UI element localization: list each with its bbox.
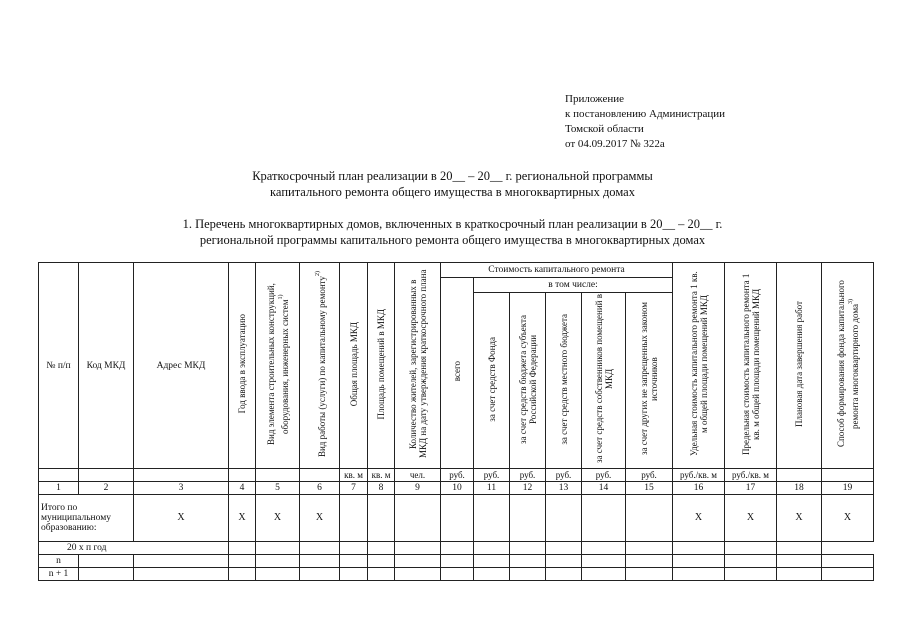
total-row [39,495,874,542]
empty-cell [777,542,822,555]
empty-cell [441,555,474,568]
unit-cell [256,469,300,482]
empty-cell [368,542,395,555]
empty-cell [79,555,134,568]
empty-cell [725,542,777,555]
unit-cell: кв. м [368,469,395,482]
empty-cell [229,542,256,555]
empty-cell [79,568,134,581]
section-title-line: 1. Перечень многоквартирных домов, включенных в краткосрочный план реализации в 20__ – 20__ г. [182,217,723,231]
unit-cell: руб./кв. м [673,469,725,482]
column-numbers-row [39,482,874,495]
empty-cell [582,542,626,555]
empty-cell [725,555,777,568]
unit-cell: руб. [441,469,474,482]
total-cell: X [822,495,874,542]
column-number: 2 [79,482,134,495]
total-cell: X [256,495,300,542]
empty-cell [395,542,441,555]
year-label: 20 х п год [39,542,229,555]
empty-cell [300,568,340,581]
total-cell: X [725,495,777,542]
column-number: 1 [39,482,79,495]
header-local: за счет средств местного бюджета [546,293,582,469]
empty-cell [673,568,725,581]
mkd-list-table [38,262,874,581]
header-rooms: Площадь помещений в МКД [368,263,395,469]
empty-cell [822,568,874,581]
section-title [0,216,905,248]
unit-cell: чел. [395,469,441,482]
column-number: 3 [134,482,229,495]
empty-cell [546,555,582,568]
empty-cell [229,568,256,581]
empty-cell [340,568,368,581]
header-year: Год ввода в эксплуатацию [229,263,256,469]
header-cost: Стоимость капитального ремонта [441,263,673,278]
total-cell [441,495,474,542]
empty-cell [626,542,673,555]
column-number: 9 [395,482,441,495]
empty-cell [546,568,582,581]
total-cell: X [229,495,256,542]
empty-cell [474,568,510,581]
row-number: n [39,555,79,568]
column-number: 19 [822,482,874,495]
unit-cell: кв. м [340,469,368,482]
empty-cell [822,555,874,568]
empty-cell [441,568,474,581]
empty-cell [546,542,582,555]
unit-cell: руб. [474,469,510,482]
unit-cell [822,469,874,482]
total-cell [368,495,395,542]
empty-cell [725,568,777,581]
column-number: 13 [546,482,582,495]
empty-cell [134,555,229,568]
header-area: Общая площадь МКД [340,263,368,469]
empty-cell [340,555,368,568]
appendix-line: от 04.09.2017 № 322а [565,138,665,150]
unit-cell [300,469,340,482]
header-other: за счет других не запрещенных законом источников [626,293,673,469]
total-cell [395,495,441,542]
unit-cell: руб. [626,469,673,482]
units-row [39,469,874,482]
empty-cell [395,555,441,568]
column-number: 16 [673,482,725,495]
header-code: Код МКД [79,263,134,469]
empty-cell [441,542,474,555]
unit-cell: руб. [582,469,626,482]
empty-cell [229,555,256,568]
empty-cell [256,542,300,555]
empty-cell [300,542,340,555]
header-element: Вид элемента строительных конструкций, оборудования, инженерных систем$^{1)}$ [256,263,300,469]
appendix-line: к постановлению Администрации [565,108,726,120]
empty-cell [256,568,300,581]
header-num: № п/п [39,263,79,469]
empty-cell [582,555,626,568]
unit-cell [79,469,134,482]
header-owners: за счет средств собственников помещений в МКД [582,293,626,469]
unit-cell [229,469,256,482]
empty-cell [474,542,510,555]
appendix-line: Приложение [565,93,625,105]
header-max-cost: Предельная стоимость капитального ремонта 1 кв. м общей площади помещений МКД [725,263,777,469]
header-method: Способ формирования фонда капитального ремонта многоквартирного дома$^{3)}$ [822,263,874,469]
empty-cell [134,568,229,581]
column-number: 5 [256,482,300,495]
empty-cell [340,542,368,555]
column-number: 6 [300,482,340,495]
unit-cell: руб. [510,469,546,482]
total-cell: X [673,495,725,542]
header-including: в том числе: [474,278,673,293]
header-unit-cost: Удельная стоимость капитального ремонта 1 кв. м общей площади помещений МКД [673,263,725,469]
empty-cell [300,555,340,568]
empty-cell [510,542,546,555]
unit-cell: руб. [546,469,582,482]
row-number: n + 1 [39,568,79,581]
empty-cell [626,568,673,581]
appendix-block [565,92,725,152]
unit-cell [39,469,79,482]
total-label: Итого по муниципальному образованию: [39,495,134,542]
column-number: 15 [626,482,673,495]
total-cell: X [777,495,822,542]
section-title-line: региональной программы капитального ремонта общего имущества в многоквартирных домах [199,233,706,247]
total-cell [626,495,673,542]
header-residents: Количество жителей, зарегистрированных в МКД на дату утверждения краткосрочного плана [395,263,441,469]
empty-cell [626,555,673,568]
column-number: 10 [441,482,474,495]
year-row [39,542,874,555]
unit-cell: руб./кв. м [725,469,777,482]
table-row [39,568,874,581]
column-number: 4 [229,482,256,495]
empty-cell [673,555,725,568]
empty-cell [777,555,822,568]
total-cell [582,495,626,542]
empty-cell [368,568,395,581]
header-fund: за счет средств Фонда [474,293,510,469]
header-plan-date: Плановая дата завершения работ [777,263,822,469]
column-number: 18 [777,482,822,495]
appendix-line: Томской области [565,123,644,135]
header-address: Адрес МКД [134,263,229,469]
unit-cell [777,469,822,482]
total-cell [546,495,582,542]
empty-cell [395,568,441,581]
column-number: 14 [582,482,626,495]
table-row [39,555,874,568]
total-cell [474,495,510,542]
document-title [0,168,905,200]
column-number: 17 [725,482,777,495]
empty-cell [368,555,395,568]
header-subject: за счет средств бюджета субъекта Российской Федерации [510,293,546,469]
empty-cell [582,568,626,581]
total-cell: X [134,495,229,542]
column-number: 12 [510,482,546,495]
empty-cell [777,568,822,581]
header-work: Вид работы (услуги) по капитальному ремонту$^{2)}$ [300,263,340,469]
title-line: капитального ремонта общего имущества в многоквартирных домах [270,185,635,199]
header-total: всего [441,278,474,469]
empty-cell [673,542,725,555]
empty-cell [256,555,300,568]
title-line: Краткосрочный план реализации в 20__ – 20__ г. региональной программы [252,169,653,183]
column-number: 11 [474,482,510,495]
column-number: 8 [368,482,395,495]
empty-cell [510,568,546,581]
unit-cell [134,469,229,482]
empty-cell [474,555,510,568]
total-cell: X [300,495,340,542]
column-number: 7 [340,482,368,495]
empty-cell [510,555,546,568]
total-cell [340,495,368,542]
total-cell [510,495,546,542]
